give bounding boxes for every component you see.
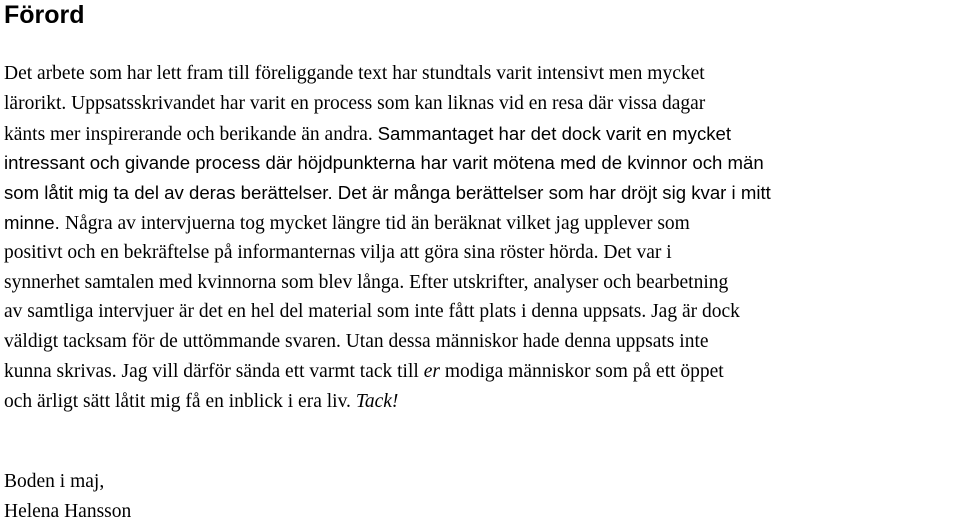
text-line	[4, 148, 956, 178]
text-segment: positivt och en bekräftelse på informanternas vilja att göra sina röster hörda. Det var i	[4, 242, 672, 263]
text-segment: modiga människor som på ett öppet	[440, 361, 724, 382]
signoff	[4, 467, 131, 526]
text-segment: minne.	[4, 212, 65, 233]
text-segment: er	[424, 361, 440, 382]
document-page	[4, 0, 956, 29]
page-title: Förord	[4, 1, 956, 29]
text-line	[4, 208, 956, 238]
text-segment: som låtit mig ta del av deras berättelser. Det är många berättelser som har dröjt sig kvar i mitt	[4, 182, 771, 203]
text-line	[4, 387, 956, 417]
text-line	[4, 357, 956, 387]
signoff-place-date: Boden i maj,	[4, 467, 131, 497]
text-segment: Tack!	[356, 391, 399, 412]
text-segment: och ärligt sätt låtit mig få en inblick i era liv.	[4, 391, 356, 412]
text-line	[4, 59, 956, 89]
text-segment: lärorikt. Uppsatsskrivandet har varit en process som kan liknas vid en resa där vissa dagar	[4, 93, 705, 114]
text-line	[4, 327, 956, 357]
signoff-author: Helena Hansson	[4, 497, 131, 526]
text-line	[4, 268, 956, 298]
text-segment: Några av intervjuerna tog mycket längre tid än beräknat vilket jag upplever som	[65, 213, 690, 234]
text-segment: väldigt tacksam för de uttömmande svaren. Utan dessa människor hade denna uppsats inte	[4, 331, 709, 352]
text-segment: intressant och givande process där höjdpunkterna har varit mötena med de kvinnor och män	[4, 152, 764, 173]
text-segment: Sammantaget har det dock varit en mycket	[378, 123, 731, 144]
text-segment: känts mer inspirerande och berikande än andra.	[4, 124, 378, 145]
text-segment: synnerhet samtalen med kvinnorna som blev långa. Efter utskrifter, analyser och bearbetning	[4, 272, 728, 293]
text-segment: av samtliga intervjuer är det en hel del material som inte fått plats i denna uppsats. Jag är dock	[4, 301, 740, 322]
text-segment: Det arbete som har lett fram till föreliggande text har stundtals varit intensivt men mycket	[4, 63, 705, 84]
text-line	[4, 89, 956, 119]
text-line	[4, 297, 956, 327]
text-segment: kunna skrivas. Jag vill därför sända ett varmt tack till	[4, 361, 424, 382]
preface-paragraph	[4, 59, 956, 417]
text-line	[4, 119, 956, 149]
text-line	[4, 238, 956, 268]
text-line	[4, 178, 956, 208]
